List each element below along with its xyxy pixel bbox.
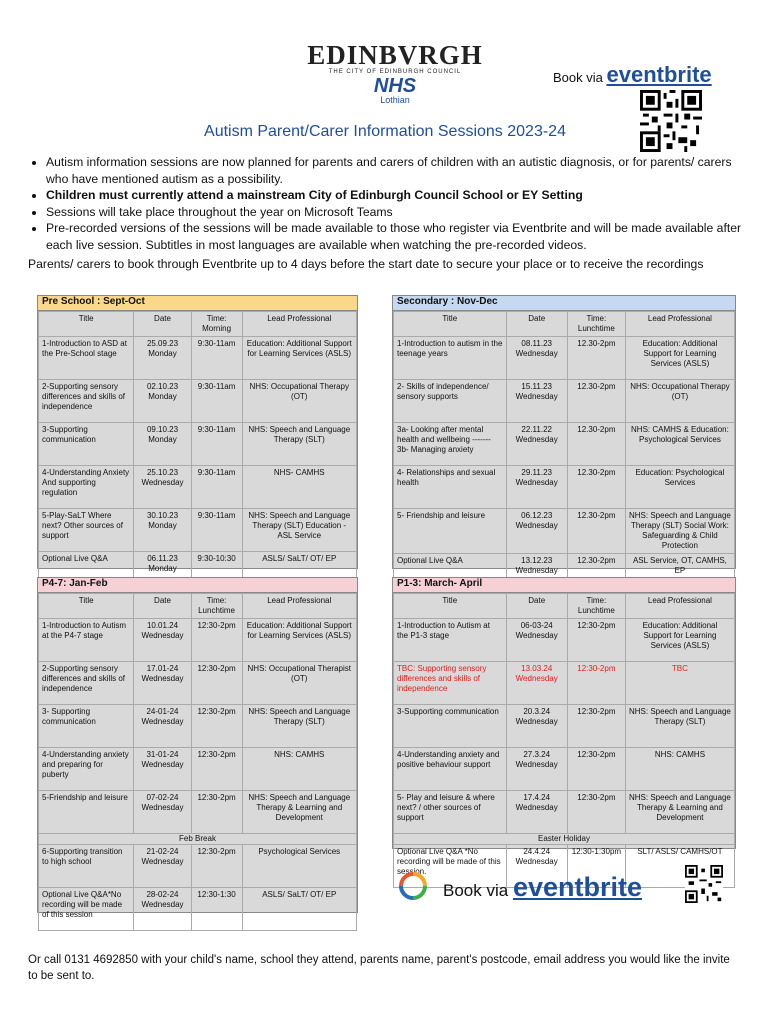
table-cell: 12.30-2pm: [567, 509, 625, 554]
table-row: [39, 662, 357, 705]
table-cell: 12.30-2pm: [567, 337, 625, 380]
table-cell: ASL Service, OT, CAMHS, EP: [625, 554, 734, 597]
table-cell: 24.4.24 Wednesday: [506, 845, 567, 888]
table-row: [39, 509, 357, 552]
table-row: [394, 705, 735, 748]
table-cell: 28-02-24 Wednesday: [134, 888, 191, 931]
table-row: [39, 619, 357, 662]
table-cell: 1-Introduction to autism in the teenage years: [394, 337, 507, 380]
table-cell: 3-Supporting communication: [394, 705, 507, 748]
table-cell: 12:30-2pm: [567, 705, 625, 748]
bullet-item: • Pre-recorded versions of the sessions will be made available to those who register via Eventbrite and will be made available after each live session. Subtitles in most languages are available when watching the pre-recorded videos.: [46, 220, 746, 253]
column-header: Time: Lunchtime: [567, 594, 625, 619]
table-header-row: [39, 594, 357, 619]
table-cell: 2-Supporting sensory differences and skills of independence: [39, 380, 134, 423]
table-row: [394, 748, 735, 791]
table-cell: 06.12.23 Wednesday: [506, 509, 567, 554]
column-header: Date: [134, 594, 191, 619]
table-cell: 2-Supporting sensory differences and skills of independence: [39, 662, 134, 705]
qr-code-icon[interactable]: [685, 862, 723, 906]
table-cell: 12:30-1:30: [191, 888, 242, 931]
table-cell: 06-03-24 Wednesday: [506, 619, 567, 662]
eventbrite-link[interactable]: eventbrite: [606, 62, 712, 87]
table-cell: 12.30-2pm: [567, 466, 625, 509]
table-cell: SLT/ ASLS/ CAMHS/OT: [625, 845, 734, 888]
footer-contact-text: Or call 0131 4692850 with your child's name, school they attend, parents name, parent's postcode, email address you would like the invite to be sent to.: [28, 954, 730, 982]
table-cell: ASLS/ SaLT/ OT/ EP: [242, 888, 357, 931]
table-cell: NHS: Occupational Therapy (OT): [242, 380, 357, 423]
table-cell: 9:30-11am: [191, 380, 242, 423]
table-cell: Education: Additional Support for Learning Services (ASLS): [242, 337, 357, 380]
column-header: Lead Professional: [242, 594, 357, 619]
lothian-logo-text: Lothian: [380, 95, 410, 105]
table-heading: Secondary : Nov-Dec: [393, 296, 735, 311]
table-cell: 25.09.23 Monday: [134, 337, 191, 380]
column-header: Time: Lunchtime: [191, 594, 242, 619]
eventbrite-logo-icon: [395, 868, 431, 904]
table-cell: NHS: Speech and Language Therapy (SLT) Education -ASL Service: [242, 509, 357, 552]
eventbrite-link[interactable]: eventbrite: [512, 872, 642, 902]
column-header: Title: [394, 312, 507, 337]
table-cell: Education: Psychological Services: [625, 466, 734, 509]
table-cell: 09.10.23 Monday: [134, 423, 191, 466]
book-via-eventbrite-text[interactable]: [443, 872, 642, 903]
table-row: [394, 423, 735, 466]
bullet-item: • Autism information sessions are now planned for parents and carers of children with an autistic diagnosis, or for parents/ carers who have mentioned autism as a possibility.: [46, 154, 746, 187]
table-cell: 08.11.23 Wednesday: [506, 337, 567, 380]
table-row: [394, 509, 735, 554]
table-cell: 9:30-11am: [191, 423, 242, 466]
table-row: [39, 748, 357, 791]
table-cell: NHS: CAMHS & Education: Psychological Services: [625, 423, 734, 466]
column-header: Lead Professional: [625, 594, 734, 619]
council-nhs-logo: [280, 40, 510, 105]
edinburgh-logo-text: EDINBVRGH: [307, 40, 483, 70]
table-cell: 27.3.24 Wednesday: [506, 748, 567, 791]
table-cell: 12:30-2pm: [191, 662, 242, 705]
table-cell: Optional Live Q&A: [394, 554, 507, 597]
table-row: [39, 380, 357, 423]
table-cell: 9:30-11am: [191, 466, 242, 509]
table-cell: 12:30-1:30pm: [567, 845, 625, 888]
table-cell: 12:30-2pm: [191, 705, 242, 748]
column-header: Lead Professional: [242, 312, 357, 337]
table-cell: NHS: Speech and Language Therapy & Learning and Development: [242, 791, 357, 834]
table-cell: 4-Understanding anxiety and preparing for puberty: [39, 748, 134, 791]
column-header: Date: [134, 312, 191, 337]
nhs-logo: NHS: [373, 75, 417, 97]
table-cell: Education: Additional Support for Learning Services (ASLS): [625, 337, 734, 380]
table-cell: NHS: Speech and Language Therapy (SLT): [242, 705, 357, 748]
table-cell: 3- Supporting communication: [39, 705, 134, 748]
table-cell: 25.10.23 Wednesday: [134, 466, 191, 509]
table-row: [394, 380, 735, 423]
table-cell: 12.30-2pm: [567, 423, 625, 466]
holiday-break-row: Feb Break: [39, 834, 357, 845]
table-cell: 5- Play and leisure & where next? / other sources of support: [394, 791, 507, 834]
table-cell: 06.11.23 Monday: [134, 552, 191, 595]
table-cell: 02.10.23 Monday: [134, 380, 191, 423]
table-heading: Pre School : Sept-Oct: [38, 296, 357, 311]
table-cell: Optional Live Q&A*No recording will be made of this session: [39, 888, 134, 931]
table-cell: 13.12.23 Wednesday: [506, 554, 567, 597]
preschool-table: [37, 295, 358, 573]
book-via-eventbrite-box[interactable]: [395, 862, 723, 906]
column-header: Time: Morning: [191, 312, 242, 337]
table-cell: TBC: [625, 662, 734, 705]
p47-table: [37, 577, 358, 919]
page-title: Autism Parent/Carer Information Sessions 2023-24: [204, 123, 566, 140]
table-cell: 4-Understanding anxiety and positive behaviour support: [394, 748, 507, 791]
table-cell: 12.30-2pm: [567, 554, 625, 597]
table-cell: 07-02-24 Wednesday: [134, 791, 191, 834]
table-row: [39, 466, 357, 509]
table-cell: 9:30-11am: [191, 337, 242, 380]
table-cell: 5-Play-SaLT Where next? Other sources of support: [39, 509, 134, 552]
table-cell: 29.11.23 Wednesday: [506, 466, 567, 509]
table-cell: 5-Friendship and leisure: [39, 791, 134, 834]
table-cell: 9:30-11am: [191, 509, 242, 552]
table-row: [394, 337, 735, 380]
table-cell: NHS: Occupational Therapist (OT): [242, 662, 357, 705]
qr-code-icon[interactable]: [640, 90, 700, 150]
table-cell: 12:30-2pm: [567, 748, 625, 791]
table-cell: 6-Supporting transition to high school: [39, 845, 134, 888]
council-logo-text: THE CITY OF EDINBURGH COUNCIL: [328, 69, 462, 75]
table-cell: ASLS/ SaLT/ OT/ EP: [242, 552, 357, 595]
table-cell: NHS: Speech and Language Therapy (SLT): [242, 423, 357, 466]
booking-paragraph: Parents/ carers to book through Eventbrite up to 4 days before the start date to secure your place or to receive the recordings: [28, 257, 704, 271]
table-cell: 3a- Looking after mental health and wellbeing ------- 3b- Managing anxiety: [394, 423, 507, 466]
holiday-break-row: Easter Holiday: [394, 834, 735, 845]
table-cell: 9:30-10:30: [191, 552, 242, 595]
table-cell: 2- Skills of independence/ sensory supports: [394, 380, 507, 423]
table-cell: 3-Supporting communication: [39, 423, 134, 466]
table-row: [394, 662, 735, 705]
column-header: Title: [39, 312, 134, 337]
table-cell: 17.01-24 Wednesday: [134, 662, 191, 705]
table-cell: NHS: Occupational Therapy (OT): [625, 380, 734, 423]
table-cell: 21-02-24 Wednesday: [134, 845, 191, 888]
table-heading: P1-3: March- April: [393, 578, 735, 593]
info-bullets: [28, 154, 746, 253]
table-cell: 12:30-2pm: [567, 619, 625, 662]
table-cell: 4- Relationships and sexual health: [394, 466, 507, 509]
table-cell: NHS: CAMHS: [242, 748, 357, 791]
table-row: [39, 337, 357, 380]
table-cell: NHS: Speech and Language Therapy (SLT): [625, 705, 734, 748]
table-row: [39, 888, 357, 931]
table-cell: NHS: CAMHS: [625, 748, 734, 791]
table-cell: TBC: Supporting sensory differences and skills of independence: [394, 662, 507, 705]
table-cell: Optional Live Q&A *No recording will be made of this session.: [394, 845, 507, 888]
table-header-row: [394, 312, 735, 337]
table-cell: 5- Friendship and leisure: [394, 509, 507, 554]
table-header-row: [39, 312, 357, 337]
book-via-label: Book via: [553, 70, 603, 85]
table-cell: 12:30-2pm: [191, 845, 242, 888]
table-cell: 17.4.24 Wednesday: [506, 791, 567, 834]
table-cell: 12.30-2pm: [567, 380, 625, 423]
table-cell: Education: Additional Support for Learning Services (ASLS): [242, 619, 357, 662]
table-row: [39, 845, 357, 888]
table-cell: 4-Understanding Anxiety And supporting regulation: [39, 466, 134, 509]
table-row: [39, 423, 357, 466]
table-row: [39, 791, 357, 834]
table-cell: Optional Live Q&A: [39, 552, 134, 595]
table-cell: 1-Introduction to Autism at the P1-3 stage: [394, 619, 507, 662]
column-header: Title: [39, 594, 134, 619]
table-heading: P4-7: Jan-Feb: [38, 578, 357, 593]
table-cell: 15.11.23 Wednesday: [506, 380, 567, 423]
secondary-table: [392, 295, 736, 575]
table-cell: NHS: Speech and Language Therapy (SLT) Social Work: Safeguarding & Child Protection: [625, 509, 734, 554]
table-cell: 10.01.24 Wednesday: [134, 619, 191, 662]
p13-table: [392, 577, 736, 876]
table-cell: 12:30-2pm: [191, 791, 242, 834]
table-cell: 22.11.22 Wednesday: [506, 423, 567, 466]
table-cell: 1-Introduction to ASD at the Pre-School stage: [39, 337, 134, 380]
column-header: Time: Lunchtime: [567, 312, 625, 337]
table-cell: 12:30-2pm: [567, 791, 625, 834]
column-header: Lead Professional: [625, 312, 734, 337]
table-cell: 1-Introduction to Autism at the P4-7 stage: [39, 619, 134, 662]
table-row: [394, 619, 735, 662]
column-header: Title: [394, 594, 507, 619]
table-cell: 31-01-24 Wednesday: [134, 748, 191, 791]
book-via-label: Book via: [443, 881, 509, 900]
table-cell: 13.03.24 Wednesday: [506, 662, 567, 705]
table-cell: 20.3.24 Wednesday: [506, 705, 567, 748]
table-cell: NHS: Speech and Language Therapy & Learning and Development: [625, 791, 734, 834]
table-cell: Education: Additional Support for Learning Services (ASLS): [625, 619, 734, 662]
column-header: Date: [506, 312, 567, 337]
table-cell: 24-01-24 Wednesday: [134, 705, 191, 748]
table-row: [39, 705, 357, 748]
table-row: [394, 466, 735, 509]
table-cell: 12:30-2pm: [567, 662, 625, 705]
table-cell: Psychological Services: [242, 845, 357, 888]
table-cell: NHS- CAMHS: [242, 466, 357, 509]
table-cell: 30.10.23 Monday: [134, 509, 191, 552]
table-row: [394, 791, 735, 834]
table-cell: 12:30-2pm: [191, 619, 242, 662]
bullet-item: • Sessions will take place throughout the year on Microsoft Teams: [46, 204, 746, 221]
book-via-eventbrite-link[interactable]: [553, 62, 712, 88]
table-header-row: [394, 594, 735, 619]
table-cell: 12:30-2pm: [191, 748, 242, 791]
bullet-item: • Children must currently attend a mainstream City of Edinburgh Council School or EY Setting: [46, 187, 746, 204]
column-header: Date: [506, 594, 567, 619]
